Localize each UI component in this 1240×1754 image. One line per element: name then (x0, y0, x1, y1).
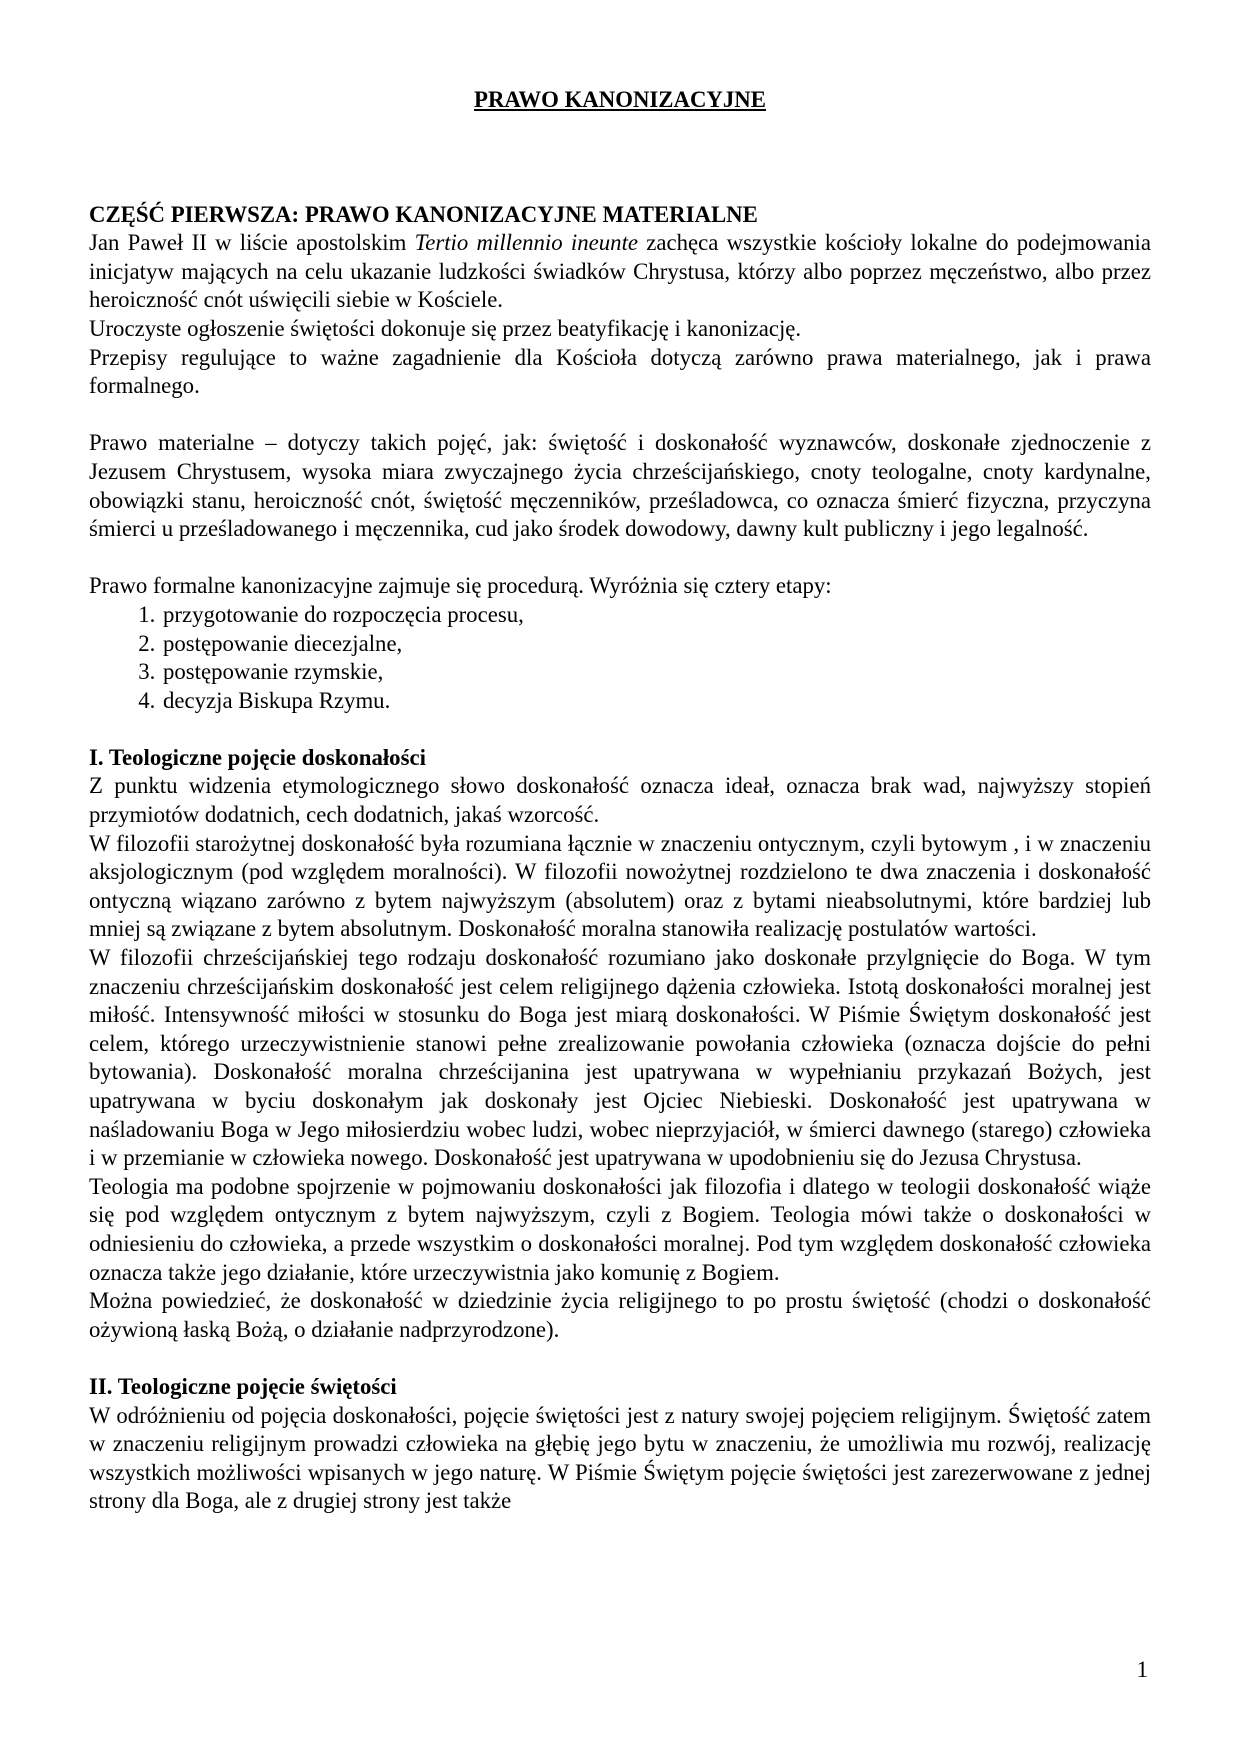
intro-paragraph-2: Uroczyste ogłoszenie świętości dokonuje się przez beatyfikację i kanonizację. (89, 315, 802, 341)
part-heading: CZĘŚĆ PIERWSZA: PRAWO KANONIZACYJNE MATERIALNE (89, 201, 758, 227)
list-item: 1. przygotowanie do rozpoczęcia procesu, (161, 601, 1151, 630)
section-1-paragraph: Teologia ma podobne spojrzenie w pojmowaniu doskonałości jak filozofia i dlatego w teologii doskonałość wiąże się pod względem ontycznym z bytem najwyższym, czyli z Bogiem. Teologia mówi także o doskonałości w odniesieniu do człowieka, a przede wszystkim o doskonałości moralnej. Pod tym względem doskonałość człowieka oznacza także jego działanie, które urzeczywistnia jako komunię z Bogiem. (89, 1173, 1151, 1285)
intro-p1-end: zachęca wszystkie kościoły lokalne do podejmowania inicjatyw mających na celu ukazanie ludzkości świadków Chrystusa, którzy albo poprzez męczeństwo, albo przez heroiczność cnót uświęcili siebie w Kościele. (89, 230, 1151, 313)
section-1-paragraph: W filozofii chrześcijańskiej tego rodzaju doskonałość rozumiano jako doskonałe przylgnięcie do Boga. W tym znaczeniu chrześcijańskim doskonałość jest celem religijnego dążenia człowieka. Istotą doskonałości moralnej jest miłość. Intensywność miłości w stosunku do Boga jest miarą doskonałości. W Piśmie Świętym doskonałość jest celem, którego urzeczywistnienie stanowi pełne zrealizowanie powołania człowieka (oznacza dojście do pełni bytowania). Doskonałość moralna chrześcijanina jest upatrywana w wypełnianiu przykazań Bożych, jest upatrywana w byciu doskonałym jak doskonały jest Ojciec Niebieski. Doskonałość jest upatrywana w naśladowaniu Boga w Jego miłosierdziu wobec ludzi, wobec nieprzyjaciół, w śmierci dawnego (starego) człowieka i w przemianie w człowieka nowego. Doskonałość jest upatrywana w upodobnieniu się do Jezusa Chrystusa. (89, 945, 1151, 1171)
section-2-heading: II. Teologiczne pojęcie świętości (89, 1373, 397, 1399)
intro-paragraph-1 (89, 229, 1151, 315)
list-item: 3. postępowanie rzymskie, (161, 658, 1151, 687)
spacer (89, 1344, 1151, 1373)
section-1-paragraph: Z punktu widzenia etymologicznego słowo doskonałość oznacza ideał, oznacza brak wad, najwyższy stopień przymiotów dodatnich, cech dodatnich, jakaś wzorcość. (89, 773, 1151, 828)
material-law-paragraph: Prawo materialne – dotyczy takich pojęć, jak: świętość i doskonałość wyznawców, doskonałe zjednoczenie z Jezusem Chrystusem, wysoka miara zwyczajnego życia chrześcijańskiego, cnoty teologalne, cnoty kardynalne, obowiązki stanu, heroiczność cnót, świętość męczenników, prześladowca, co oznacza śmierć fizyczna, przyczyna śmierci u prześladowanego i męczennika, cud jako środek dowodowy, dawny kult publiczny i jego legalność. (89, 430, 1151, 542)
intro-p1-italic-title: Tertio millennio ineunte (414, 230, 639, 256)
section-1-paragraph: Można powiedzieć, że doskonałość w dziedzinie życia religijnego to po prostu świętość (chodzi o doskonałość ożywioną łaską Bożą, o działanie nadprzyrodzone). (89, 1288, 1151, 1342)
section-1-paragraph: W filozofii starożytnej doskonałość była rozumiana łącznie w znaczeniu ontycznym, czyli bytowym , i w znaczeniu aksjologicznym (pod względem moralności). W filozofii nowożytnej rozdzielono te dwa znaczenia i doskonałość ontyczną wiązano zarówno z bytem najwyższym (absolutem) oraz z bytami nieabsolutnymi, które bardziej lub mniej są związane z bytem absolutnym. Doskonałość moralna stanowiła realizację postulatów wartości. (89, 830, 1151, 942)
stages-list (89, 601, 1151, 715)
formal-law-intro: Prawo formalne kanonizacyjne zajmuje się procedurą. Wyróżnia się cztery etapy: (89, 573, 832, 599)
list-item: 2. postępowanie diecezjalne, (161, 630, 1151, 659)
section-1-heading: I. Teologiczne pojęcie doskonałości (89, 744, 426, 770)
list-item: 4. decyzja Biskupa Rzymu. (161, 687, 1151, 716)
intro-p1-start: Jan Paweł II w liście apostolskim (89, 230, 415, 256)
document-page (89, 86, 1151, 1516)
section-2-paragraph: W odróżnieniu od pojęcia doskonałości, pojęcie świętości jest z natury swojej pojęciem religijnym. Świętość zatem w znaczeniu religijnym prowadzi człowieka na głębię jego bytu w znaczeniu, że umożliwia mu rozwój, realizację wszystkich możliwości wpisanych w jego naturę. W Piśmie Świętym pojęcie świętości jest zarezerwowane z jednej strony dla Boga, ale z drugiej strony jest także (89, 1402, 1151, 1514)
spacer (89, 715, 1151, 744)
page-number: 1 (1136, 1657, 1148, 1682)
document-title: PRAWO KANONIZACYJNE (474, 87, 766, 112)
spacer (89, 401, 1151, 430)
intro-paragraph-3: Przepisy regulujące to ważne zagadnienie dla Kościoła dotyczą zarówno prawa materialnego, jak i prawa formalnego. (89, 344, 1151, 399)
spacer (89, 544, 1151, 573)
